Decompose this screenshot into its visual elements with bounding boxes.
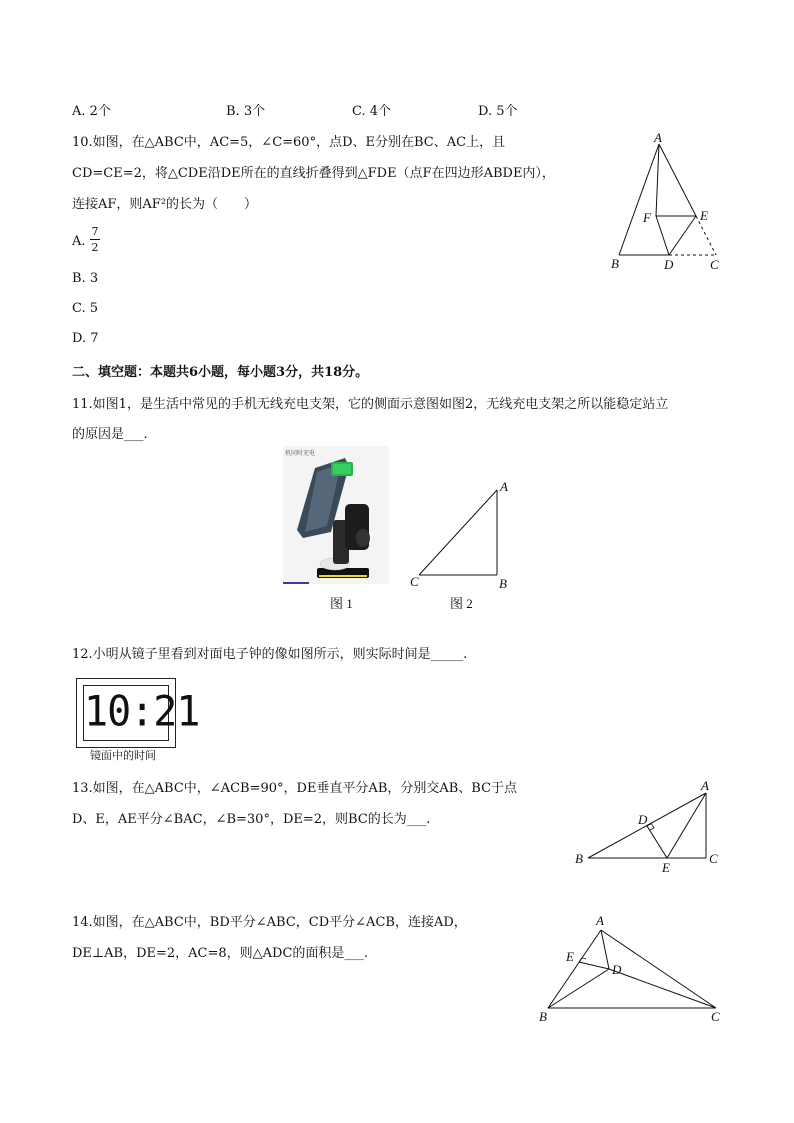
section-2-title: 二、填空题：本题共6小题，每小题3分，共18分。 xyxy=(72,365,369,380)
q11-figure2 xyxy=(405,478,515,593)
wireless-charger-photo xyxy=(283,446,389,584)
q14-stem-line1: 14.如图，在△ABC中，BD平分∠ABC，CD平分∠ACB，连接AD， xyxy=(72,915,467,930)
q14-stem-line2: DE⊥AB，DE=2，AC=8，则△ADC的面积是___. xyxy=(72,946,369,961)
q10-option-a-numerator: 7 xyxy=(91,225,99,238)
q13-label-b: B xyxy=(575,851,583,866)
q13-stem-line1: 13.如图，在△ABC中，∠ACB=90°，DE垂直平分AB，分别交AB、BC于点 xyxy=(72,781,518,796)
q10-option-a-denominator: 2 xyxy=(91,241,99,254)
photo-underline xyxy=(283,582,309,584)
figure1-caption: 图 1 xyxy=(330,596,353,611)
q14-label-e: E xyxy=(566,949,574,964)
q10-label-e: E xyxy=(700,208,708,223)
photo-caption-text: 机同时充电 xyxy=(285,450,316,457)
q10-stem-line1: 10.如图，在△ABC中，AC=5，∠C=60°，点D、E分别在BC、AC上，且 xyxy=(72,135,506,150)
q10-figure xyxy=(600,130,730,280)
q9-option-c: C. 4个 xyxy=(352,104,392,119)
q13-stem-line2: D、E，AE平分∠BAC，∠B=30°，DE=2，则BC的长为___. xyxy=(72,812,431,827)
q10-label-d: D xyxy=(664,257,674,272)
q13-label-e: E xyxy=(662,860,670,875)
q10-option-a-label: A. xyxy=(72,234,86,249)
q11-stem-line1: 11.如图1，是生活中常见的手机无线充电支架，它的侧面示意图如图2，无线充电支架之所以能稳定站立 xyxy=(72,397,669,412)
q9-option-b: B. 3个 xyxy=(226,104,266,119)
q14-label-b: B xyxy=(539,1009,547,1024)
q14-figure xyxy=(535,910,725,1030)
q11-label-a: A xyxy=(500,479,508,494)
fraction-bar xyxy=(90,239,100,240)
q9-option-d: D. 5个 xyxy=(478,104,518,119)
q10-label-c: C xyxy=(710,257,719,272)
q10-option-b: B. 3 xyxy=(72,271,99,286)
clock-screen xyxy=(83,685,200,741)
mirror-clock xyxy=(76,678,200,748)
q13-label-c: C xyxy=(709,851,718,866)
q13-label-d: D xyxy=(638,812,648,827)
q12-stem: 12.小明从镜子里看到对面电子钟的像如图所示，则实际时间是_____. xyxy=(72,647,468,662)
q13-figure xyxy=(570,775,720,875)
q10-label-f: F xyxy=(643,210,651,225)
q11-label-b: B xyxy=(499,576,507,591)
q9-option-a: A. 2个 xyxy=(72,104,111,119)
q10-label-b: B xyxy=(611,256,619,271)
figure2-caption: 图 2 xyxy=(450,596,473,611)
clock-caption: 镜面中的时间 xyxy=(90,749,156,762)
clock-digits: 10:21 xyxy=(84,687,200,737)
q10-option-c: C. 5 xyxy=(72,301,99,316)
q14-label-a: A xyxy=(596,913,604,928)
charger-stand-graphic xyxy=(283,446,389,584)
q10-option-d: D. 7 xyxy=(72,331,99,346)
q14-label-d: D xyxy=(612,962,622,977)
q11-stem-line2: 的原因是___. xyxy=(72,427,148,442)
q11-label-c: C xyxy=(410,574,419,589)
q10-stem-line2: CD=CE=2，将△CDE沿DE所在的直线折叠得到△FDE（点F在四边形ABDE内）， xyxy=(72,166,555,181)
q14-label-c: C xyxy=(711,1009,720,1024)
q10-stem-line3: 连接AF，则AF²的长为（ ） xyxy=(72,197,258,212)
q10-label-a: A xyxy=(654,130,662,145)
q13-label-a: A xyxy=(701,778,709,793)
